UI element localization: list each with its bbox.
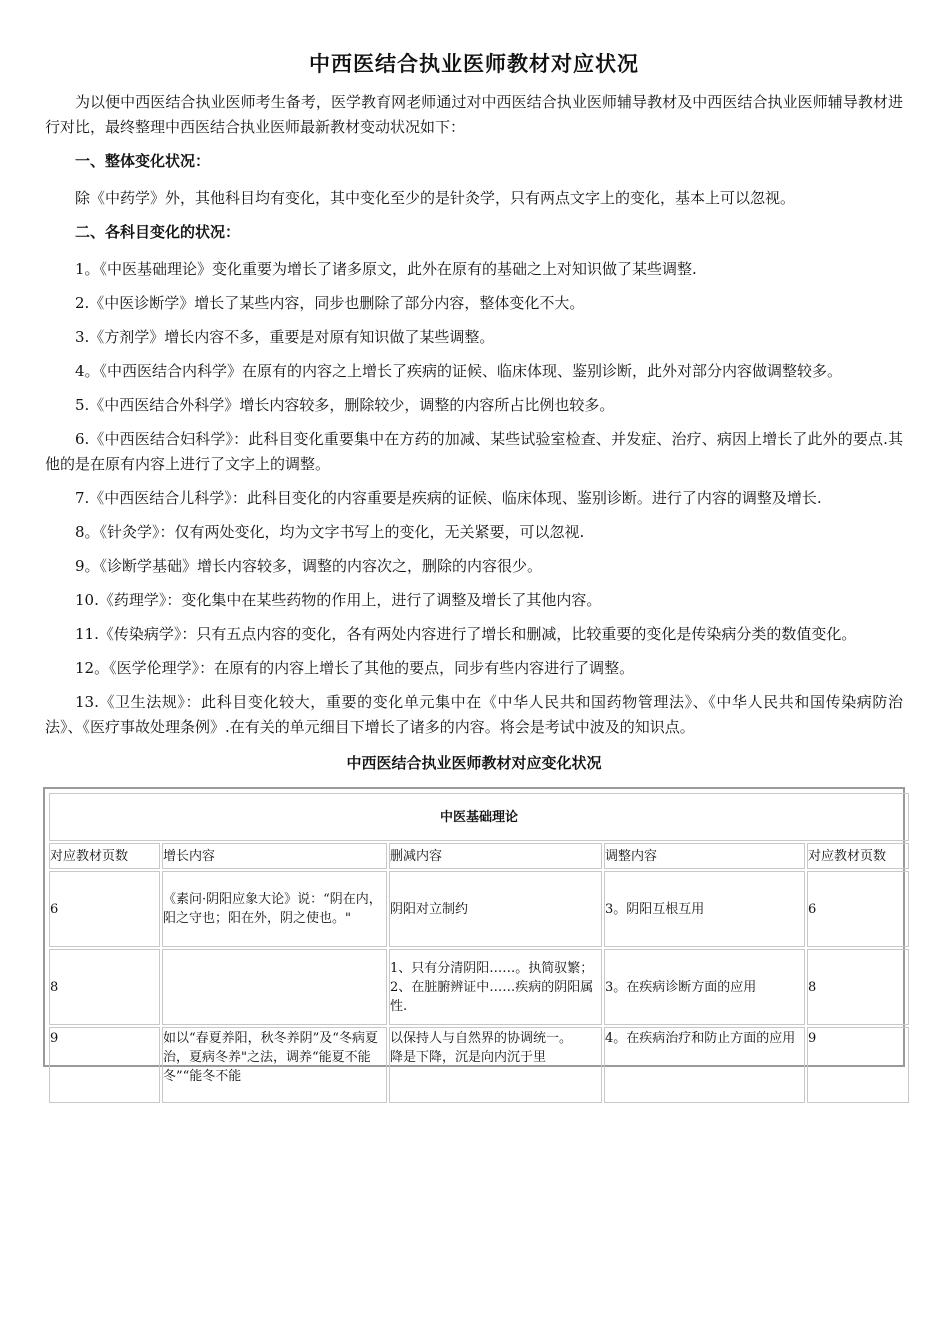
table-cell: 9: [49, 1027, 160, 1103]
table-cell: [162, 949, 387, 1025]
section2-heading: 二、各科目变化的状况：: [75, 223, 241, 241]
table-cell: 如以“春夏养阳，秋冬养阴”及“冬病夏治，夏病冬养"之法，调养“能夏不能冬”“能冬不能: [162, 1027, 387, 1103]
table-cell: 1、只有分清阴阳……。执简驭繁；2、在脏腑辨证中……疾病的阴阳属性.: [389, 949, 602, 1025]
comparison-table: [47, 791, 911, 1105]
table-cell: 以保持人与自然界的协调统一。 降是下降，沉是向内沉于里: [389, 1027, 602, 1103]
table-row: [49, 1027, 909, 1103]
section1-heading: 一、整体变化状况：: [75, 152, 211, 170]
subject-item: 8。《针灸学》：仅有两处变化，均为文字书写上的变化，无关紧要，可以忽视.: [75, 523, 585, 541]
subject-item: 3.《方剂学》增长内容不多，重要是对原有知识做了某些调整。: [75, 328, 495, 346]
table-cell: 4。在疾病治疗和防止方面的应用: [604, 1027, 805, 1103]
comparison-table-frame: [43, 787, 905, 1084]
section1-paragraph: 除《中药学》外，其他科目均有变化，其中变化至少的是针灸学，只有两点文字上的变化，基本上可以忽视。: [75, 189, 796, 207]
column-header: 对应教材页数: [807, 843, 909, 869]
subject-item: 4。《中西医结合内科学》在原有的内容之上增长了疾病的证候、临床体现、鉴别诊断，此外对部分内容做调整较多。: [75, 362, 843, 380]
table-cell: 阴阳对立制约: [389, 871, 602, 947]
table-cell: 6: [807, 871, 909, 947]
table-cell: 8: [49, 949, 160, 1025]
subject-item: 12。《医学伦理学》：在原有的内容上增长了其他的要点，同步有些内容进行了调整。: [75, 659, 635, 677]
subject-item: 10.《药理学》：变化集中在某些药物的作用上，进行了调整及增长了其他内容。: [75, 591, 602, 609]
table-cell: 8: [807, 949, 909, 1025]
column-header: 调整内容: [604, 843, 805, 869]
subject-item: 5.《中西医结合外科学》增长内容较多，删除较少，调整的内容所占比例也较多。: [75, 396, 615, 414]
document-page: [45, 48, 903, 1084]
table-cell: 3。阴阳互根互用: [604, 871, 805, 947]
subject-item: 13.《卫生法规》：此科目变化较大，重要的变化单元集中在《中华人民共和国药物管理法》、《中华人民共和国传染病防治法》、《医疗事故处理条例》.在有关的单元细目下增长了诸多的内容。将会是考试中波及的知识点。: [45, 693, 903, 736]
column-header: 删减内容: [389, 843, 602, 869]
table-caption: 中医基础理论: [49, 793, 909, 841]
column-header: 对应教材页数: [49, 843, 160, 869]
subject-item: 6.《中西医结合妇科学》：此科目变化重要集中在方药的加减、某些试验室检查、并发症、治疗、病因上增长了此外的要点.其他的是在原有内容上进行了文字上的调整。: [45, 430, 903, 473]
table-row: [49, 949, 909, 1025]
table-cell: 3。在疾病诊断方面的应用: [604, 949, 805, 1025]
subject-item: 9。《诊断学基础》增长内容较多，调整的内容次之，删除的内容很少。: [75, 557, 543, 575]
table-cell: 《素问·阴阳应象大论》说：“阴在内，阳之守也；阳在外，阴之使也。": [162, 871, 387, 947]
intro-paragraph: 为以便中西医结合执业医师考生备考，医学教育网老师通过对中西医结合执业医师辅导教材及中西医结合执业医师辅导教材进行对比，最终整理中西医结合执业医师最新教材变动状况如下：: [45, 93, 903, 136]
subject-item: 1。《中医基础理论》变化重要为增长了诸多原文，此外在原有的基础之上对知识做了某些调整.: [75, 260, 697, 278]
table-title: 中西医结合执业医师教材对应变化状况: [346, 754, 602, 772]
column-header: 增长内容: [162, 843, 387, 869]
subject-item: 7.《中西医结合儿科学》：此科目变化的内容重要是疾病的证候、临床体现、鉴别诊断。进行了内容的调整及增长.: [75, 489, 822, 507]
subject-item: 2.《中医诊断学》增长了某些内容，同步也删除了部分内容，整体变化不大。: [75, 294, 585, 312]
table-cell: 9: [807, 1027, 909, 1103]
subject-item: 11.《传染病学》：只有五点内容的变化，各有两处内容进行了增长和删减，比较重要的变化是传染病分类的数值变化。: [75, 625, 857, 643]
table-cell: 6: [49, 871, 160, 947]
table-row: [49, 871, 909, 947]
document-title: 中西医结合执业医师教材对应状况: [309, 52, 639, 76]
